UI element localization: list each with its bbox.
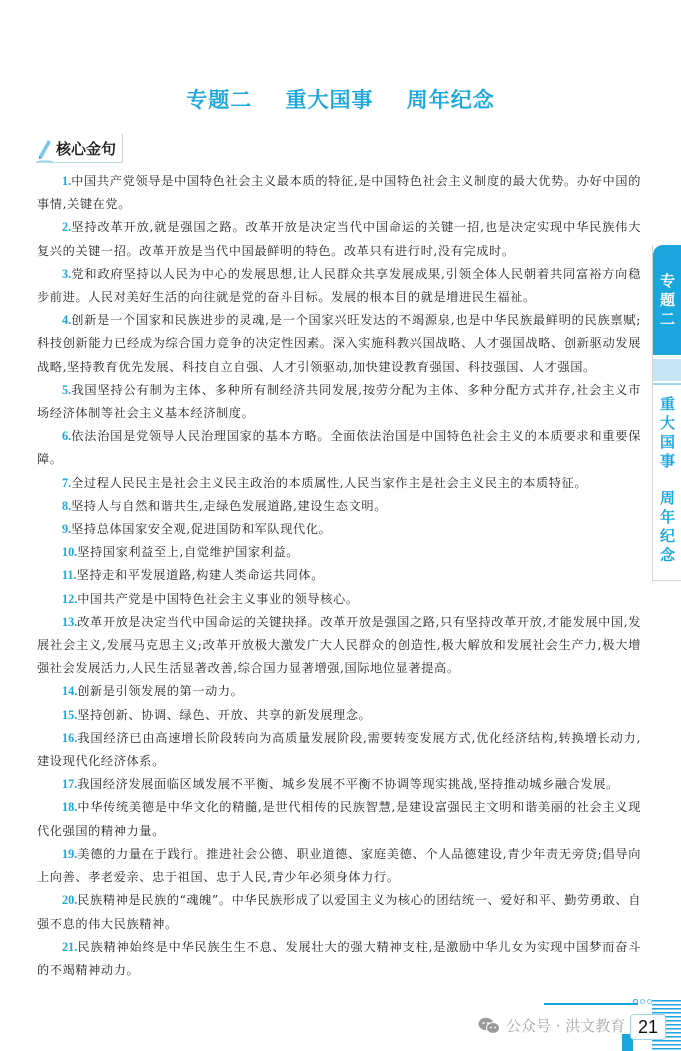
item-text: 创新是一个国家和民族进步的灵魂,是一个国家兴旺发达的不竭源泉,也是中华民族最鲜明的民族禀赋;科技创新能力已经成为综合国力竞争的决定性因素。深入实施科教兴国战略、人才强国战略、创新驱动发展战略,坚持教育优先发展、科技自立自强、人才引领驱动,加快建设教育强国、科技强国、人才强国。: [37, 313, 641, 374]
item-number: 13.: [62, 614, 78, 629]
item-number: 21.: [62, 939, 78, 954]
side-tab-char: 大: [659, 414, 675, 432]
item-number: 4.: [62, 313, 72, 328]
list-item: [37, 495, 641, 518]
list-item: [37, 889, 641, 935]
list-item: [37, 170, 641, 216]
item-number: 9.: [62, 522, 72, 537]
item-number: 7.: [62, 475, 72, 490]
list-item: [37, 611, 641, 681]
page-number: 21: [637, 1016, 659, 1037]
item-number: 18.: [62, 800, 78, 815]
item-text: 中国共产党领导是中国特色社会主义最本质的特征,是中国特色社会主义制度的最大优势。办好中国的事情,关键在党。: [37, 174, 641, 212]
side-tab-topic: [653, 395, 681, 565]
list-item: [37, 843, 641, 889]
item-number: 17.: [62, 777, 78, 792]
item-text: 坚持人与自然和谐共生,走绿色发展道路,建设生态文明。: [71, 498, 387, 513]
item-text: 全过程人民民主是社会主义民主政治的本质属性,人民当家作主是社会主义民主的本质特征。: [71, 475, 588, 490]
item-number: 19.: [62, 846, 78, 861]
item-number: 5.: [62, 382, 72, 397]
side-tab-char: 专: [659, 271, 675, 290]
watermark: [478, 1015, 625, 1036]
item-text: 我国经济已由高速增长阶段转向为高质量发展阶段,需要转变发展方式,优化经济结构,转换增长动力,建设现代化经济体系。: [37, 730, 641, 769]
item-text: 坚持总体国家安全观,促进国防和军队现代化。: [71, 522, 332, 537]
item-number: 1.: [62, 174, 72, 188]
watermark-text: 公众号 · 洪文教育: [506, 1017, 626, 1035]
item-text: 依法治国是党领导人民治理国家的基本方略。全面依法治国是中国特色社会主义的本质要求和重要保障。: [37, 429, 641, 467]
list-item: [37, 216, 641, 262]
list-item: [37, 541, 641, 564]
list-item: [37, 263, 641, 309]
list-item: [37, 564, 641, 587]
item-text: 坚持走和平发展道路,构建人类命运共同体。: [76, 568, 324, 583]
item-number: 12.: [62, 591, 78, 606]
side-tab-char: 国: [659, 433, 675, 451]
list-item: [37, 518, 641, 541]
item-text: 我国经济发展面临区域发展不平衡、城乡发展不平衡不协调等现实挑战,坚持推动城乡融合发展。: [77, 777, 619, 792]
page-title: 专题二 重大国事 周年纪念: [186, 88, 495, 112]
side-tab-divider: [653, 383, 681, 385]
item-number: 2.: [62, 220, 72, 235]
item-number: 16.: [62, 730, 78, 745]
list-item: [37, 773, 641, 796]
item-text: 坚持国家利益至上,自觉维护国家利益。: [77, 545, 300, 560]
list-item: [37, 588, 641, 611]
side-tab-char: 题: [659, 290, 675, 309]
side-tab-char: 重: [659, 395, 675, 413]
item-number: 10.: [62, 545, 78, 560]
item-text: 民族精神是民族的“魂魄”。中华民族形成了以爱国主义为核心的团结统一、爱好和平、勤劳勇敢、自强不息的伟大民族精神。: [37, 893, 641, 931]
side-tab-band: [653, 359, 681, 381]
side-tab-char: 事: [659, 452, 675, 470]
chapter-side-tab: [652, 245, 681, 581]
list-item: [37, 680, 641, 703]
item-number: 14.: [62, 684, 78, 699]
item-text: 改革开放是决定当代中国命运的关键抉择。改革开放是强国之路,只有坚持改革开放,才能发展中国,发展社会主义,发展马克思主义;改革开放极大激发广大人民群众的创造性,极大解放和发展社会生产力,极大增强社会发展活力,人民生活显著改善,综合国力显著增强,国际地位显著提高。: [37, 614, 641, 676]
item-number: 3.: [62, 266, 72, 281]
list-item: [37, 796, 641, 842]
item-text: 中国共产党是中国特色社会主义事业的领导核心。: [77, 591, 359, 606]
footer-decor-dots: [633, 999, 652, 1004]
footer-decor-line: [544, 1003, 638, 1005]
item-number: 15.: [62, 707, 78, 722]
list-item: [37, 379, 641, 425]
item-text: 民族精神始终是中华民族生生不息、发展壮大的强大精神支柱,是激励中华儿女为实现中国梦而奋斗的不竭精神动力。: [37, 939, 641, 977]
item-text: 我国坚持公有制为主体、多种所有制经济共同发展,按劳分配为主体、多种分配方式并存,社会主义市场经济体制等社会主义基本经济制度。: [37, 382, 641, 421]
list-item: [37, 704, 641, 727]
item-number: 6.: [62, 429, 72, 444]
side-tab-chapter: [653, 245, 681, 355]
item-text: 党和政府坚持以人民为中心的发展思想,让人民群众共享发展成果,引领全体人民朝着共同富裕方向稳步前进。人民对美好生活的向往就是党的奋斗目标。发展的根本目的就是增进民生福祉。: [37, 266, 641, 305]
item-text: 美德的力量在于践行。推进社会公德、职业道德、家庭美德、个人品德建设,青少年责无旁贷;倡导向上向善、孝老爱亲、忠于祖国、忠于人民,青少年必须身体力行。: [37, 846, 641, 885]
side-tab-char: 纪: [659, 527, 675, 545]
wechat-icon: [478, 1017, 500, 1035]
page-number-box: [630, 1014, 666, 1040]
list-item: [37, 425, 641, 471]
side-tab-char: 周: [659, 489, 675, 507]
item-text: 中华传统美德是中华文化的精髓,是世代相传的民族智慧,是建设富强民主文明和谐美丽的社会主义现代化强国的精神力量。: [37, 800, 641, 838]
list-item: [37, 936, 641, 982]
side-tab-char: 念: [659, 546, 675, 564]
quote-list: [37, 170, 641, 982]
list-item: [37, 472, 641, 495]
item-number: 11.: [62, 568, 77, 583]
section-heading: [36, 134, 123, 163]
list-item: [37, 309, 641, 379]
item-text: 创新是引领发展的第一动力。: [77, 684, 244, 699]
item-text: 坚持创新、协调、绿色、开放、共享的新发展理念。: [77, 707, 372, 722]
list-item: [37, 727, 641, 773]
item-number: 20.: [62, 893, 78, 908]
side-tab-char: 年: [659, 508, 675, 526]
pen-icon: [36, 138, 54, 162]
item-number: 8.: [62, 498, 72, 513]
item-text: 坚持改革开放,就是强国之路。改革开放是决定当代中国命运的关键一招,也是决定实现中华民族伟大复兴的关键一招。改革开放是当代中国最鲜明的特色。改革只有进行时,没有完成时。: [37, 220, 641, 258]
section-heading-label: 核心金句: [56, 140, 117, 158]
side-tab-char: 二: [659, 309, 675, 328]
